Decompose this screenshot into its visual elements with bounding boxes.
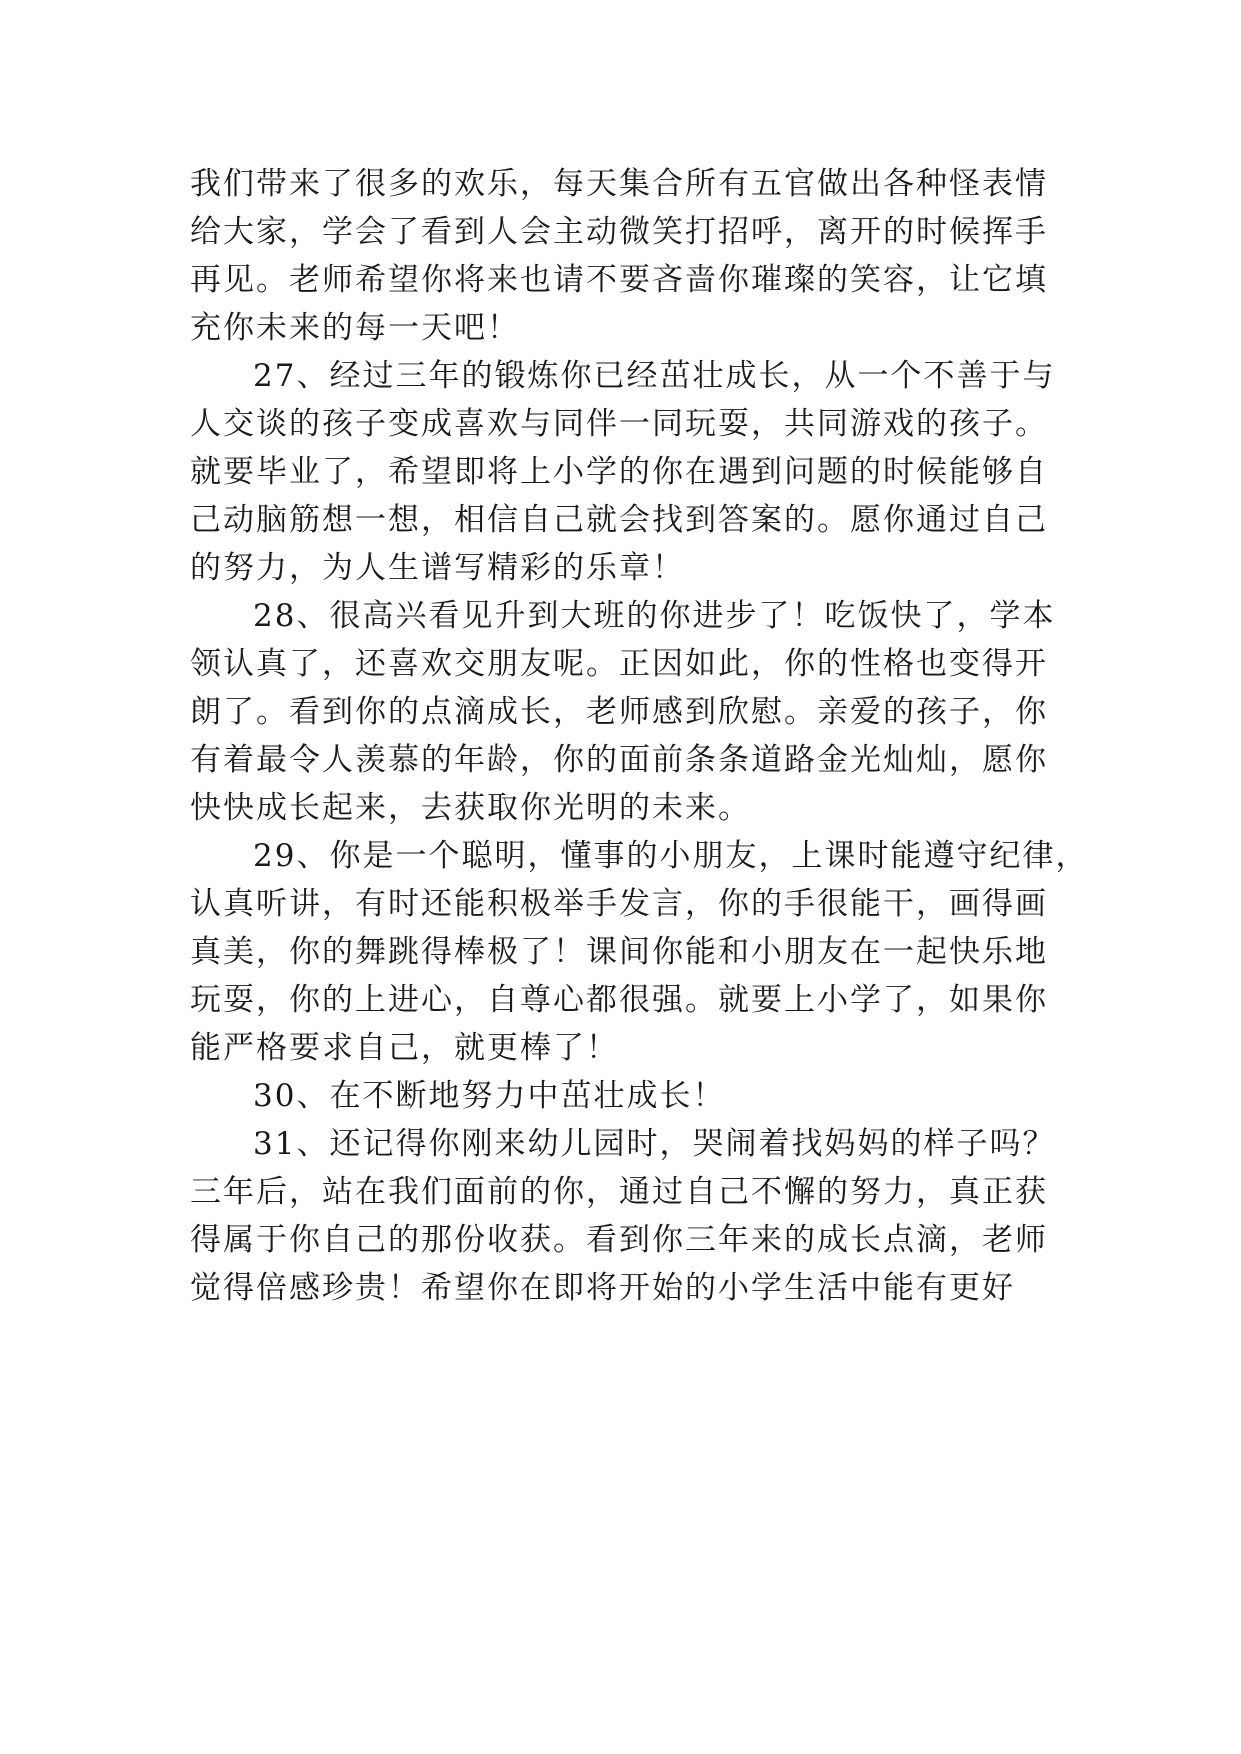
text-line: 己动脑筋想一想，相信自己就会找到答案的。愿你通过自己 bbox=[190, 502, 1048, 538]
text-line: 再见。老师希望你将来也请不要吝啬你璀璨的笑容，让它填 bbox=[190, 262, 1048, 298]
text-line: 觉得倍感珍贵！希望你在即将开始的小学生活中能有更好 bbox=[190, 1270, 1015, 1306]
text-line: 人交谈的孩子变成喜欢与同伴一同玩耍，共同游戏的孩子。 bbox=[190, 406, 1048, 442]
text-line: 的努力，为人生谱写精彩的乐章！ bbox=[190, 550, 685, 586]
text-line: 认真听讲，有时还能积极举手发言，你的手很能干，画得画 bbox=[190, 886, 1048, 922]
text-line: 快快成长起来，去获取你光明的未来。 bbox=[190, 790, 751, 826]
text-line: 三年后，站在我们面前的你，通过自己不懈的努力，真正获 bbox=[190, 1174, 1048, 1210]
paragraph-31-start: 31、还记得你刚来幼儿园时，哭闹着找妈妈的样子吗？ bbox=[253, 1126, 1056, 1162]
text-line: 真美，你的舞跳得棒极了！课间你能和小朋友在一起快乐地 bbox=[190, 934, 1048, 970]
text-line: 得属于你自己的那份收获。看到你三年来的成长点滴，老师 bbox=[190, 1222, 1048, 1258]
paragraph-27-start: 27、经过三年的锻炼你已经茁壮成长，从一个不善于与 bbox=[253, 358, 1056, 394]
paragraph-29-start: 29、你是一个聪明，懂事的小朋友，上课时能遵守纪律， bbox=[253, 838, 1089, 874]
text-line: 充你未来的每一天吧！ bbox=[190, 310, 520, 346]
text-line: 我们带来了很多的欢乐，每天集合所有五官做出各种怪表情 bbox=[190, 166, 1048, 202]
paragraph-28-start: 28、很高兴看见升到大班的你进步了！吃饭快了，学本 bbox=[253, 598, 1056, 634]
text-line: 给大家，学会了看到人会主动微笑打招呼，离开的时候挥手 bbox=[190, 214, 1048, 250]
text-line: 能严格要求自己，就更棒了！ bbox=[190, 1030, 619, 1066]
text-line: 领认真了，还喜欢交朋友呢。正因如此，你的性格也变得开 bbox=[190, 646, 1048, 682]
text-line: 就要毕业了，希望即将上小学的你在遇到问题的时候能够自 bbox=[190, 454, 1048, 490]
text-line: 玩耍，你的上进心，自尊心都很强。就要上小学了，如果你 bbox=[190, 982, 1048, 1018]
text-line: 朗了。看到你的点滴成长，老师感到欣慰。亲爱的孩子，你 bbox=[190, 694, 1048, 730]
paragraph-30-start: 30、在不断地努力中茁壮成长！ bbox=[253, 1078, 726, 1114]
body-text bbox=[190, 160, 1090, 1312]
text-line: 有着最令人羡慕的年龄，你的面前条条道路金光灿灿，愿你 bbox=[190, 742, 1048, 778]
